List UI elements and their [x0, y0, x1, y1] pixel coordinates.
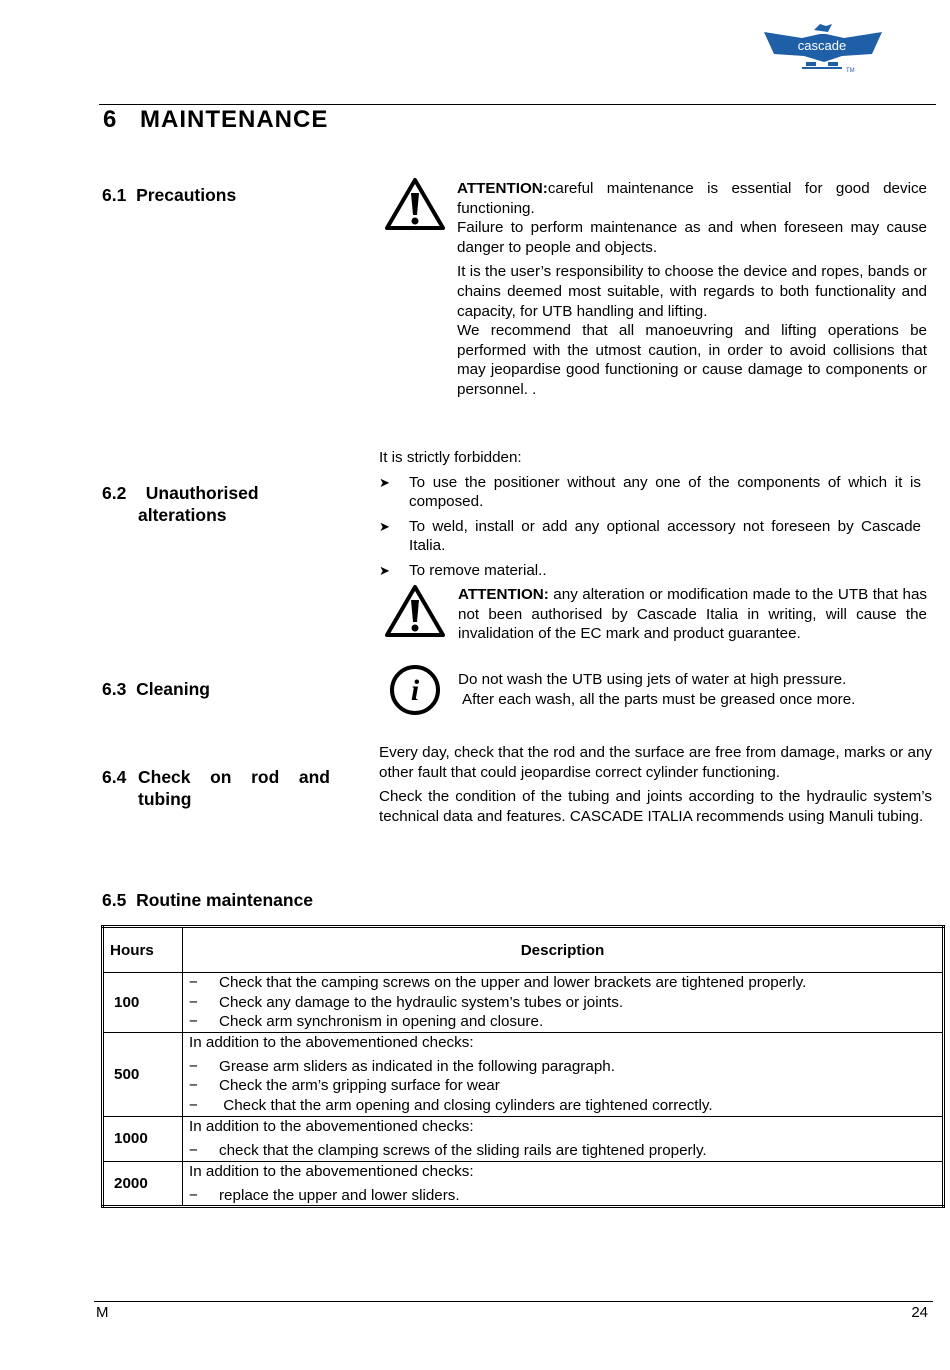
section-title-line1: Unauthorised: [145, 483, 259, 503]
section-title-line2: alterations: [138, 505, 227, 525]
dash-bullet: −: [189, 974, 198, 991]
section-number: 6.4: [102, 767, 127, 787]
dash-bullet: −: [189, 1186, 198, 1204]
cascade-logo: [762, 22, 884, 74]
warning-triangle-icon: [384, 584, 446, 638]
row-intro: In addition to the abovementioned checks:: [189, 1033, 474, 1051]
section-title-precautions: [102, 184, 236, 206]
section-title-cleaning: [102, 678, 210, 700]
description-cell: [183, 973, 944, 1033]
dash-bullet: −: [189, 1077, 198, 1095]
attention-text: careful maintenance is essential for good device functioning.: [457, 180, 927, 217]
item-text: Check that the camping screws on the upper and lower brackets are tightened properly.: [219, 974, 807, 991]
bullet-text: [409, 473, 921, 512]
list-item: [189, 1096, 942, 1116]
table-row: [103, 1032, 944, 1116]
item-text: Check arm synchronism in opening and closure.: [219, 1013, 544, 1030]
chapter-title-text: MAINTENANCE: [140, 106, 329, 133]
precautions-para3: We recommend that all manoeuvring and lifting operations be performed with the utmost caution, in order to avoid collisions that may jeopardise good functioning or cause damage to components or personnel. .: [457, 322, 927, 398]
precautions-para2: It is the user’s responsibility to choose the device and ropes, bands or chains deemed most suitable, with regards to both functionality and capacity, for UTB handling and lifting.: [457, 263, 927, 320]
item-text: Check the arm’s gripping surface for wear: [219, 1077, 500, 1095]
cleaning-text: [458, 670, 928, 709]
attention-label: ATTENTION:: [457, 180, 548, 197]
dash-bullet: −: [189, 1013, 198, 1030]
check-para2: Check the condition of the tubing and joints according to the hydraulic system’s technical data and features. CASCADE ITALIA recommends using Manuli tubing.: [379, 788, 932, 825]
list-item: [189, 993, 942, 1013]
section-title-unauthorised: [102, 482, 259, 526]
hours-cell: 2000: [103, 1161, 183, 1207]
description-cell: [183, 1116, 944, 1161]
list-item: [189, 1012, 942, 1032]
section-title-text: Cleaning: [136, 679, 210, 699]
item-text: Check that the arm opening and closing cylinders are tightened correctly.: [219, 1096, 713, 1114]
attention-label: ATTENTION:: [458, 586, 549, 603]
section-title-line1: Check on rod and: [138, 767, 330, 787]
section-number: 6.2: [102, 483, 127, 503]
logo-tm: TM: [846, 68, 855, 74]
header-rule: [99, 104, 936, 105]
row-intro: In addition to the abovementioned checks:: [189, 1117, 474, 1135]
arrow-bullet-icon: ➤: [379, 518, 390, 534]
section-title-line2: tubing: [138, 789, 192, 809]
description-cell: [183, 1161, 944, 1207]
cleaning-line2: After each wash, all the parts must be greased once more.: [462, 690, 856, 708]
forbidden-intro: It is strictly forbidden:: [379, 449, 522, 466]
hours-cell: 1000: [103, 1116, 183, 1161]
list-item: [189, 1076, 942, 1096]
item-text: replace the upper and lower sliders.: [219, 1186, 460, 1204]
check-para1: Every day, check that the rod and the surface are free from damage, marks or any other fault that could jeopardise correct cylinder functioning.: [379, 744, 932, 781]
column-header-description: Description: [183, 927, 944, 973]
attention-text: any alteration or modification made to the UTB that has not been authorised by Cascade Italia in writing, will cause the invalidation of the EC mark and product guarantee.: [458, 586, 927, 643]
list-item: [189, 973, 942, 993]
table-row: [103, 1161, 944, 1207]
check-text: [379, 743, 932, 826]
column-header-hours: Hours: [103, 927, 183, 973]
maintenance-table: [101, 925, 945, 1208]
hours-cell: 100: [103, 973, 183, 1033]
dash-bullet: −: [189, 993, 198, 1011]
footer-rule: [94, 1301, 933, 1302]
section-number: 6.5: [102, 890, 127, 910]
logo-text: cascade: [797, 38, 847, 53]
dash-bullet: −: [189, 1141, 198, 1159]
row-intro: In addition to the abovementioned checks:: [189, 1162, 474, 1180]
table-row: [103, 1116, 944, 1161]
info-circle-icon: [389, 664, 441, 716]
item-text: check that the clamping screws of the sliding rails are tightened properly.: [219, 1141, 707, 1159]
unauthorised-attention: [458, 585, 927, 644]
arrow-bullet-icon: ➤: [379, 562, 390, 578]
description-cell: [183, 1032, 944, 1116]
section-title-routine: [102, 889, 313, 911]
bullet-text-0: To use the positioner without any one of the components of which it is composed.: [409, 473, 921, 511]
bullet-text-1: To weld, install or add any optional accessory not foreseen by Cascade Italia.: [409, 517, 921, 555]
section-number: 6.3: [102, 679, 127, 699]
bullet-text-2: To remove material..: [409, 561, 547, 579]
list-item: [379, 517, 921, 556]
list-item: [379, 561, 921, 581]
dash-bullet: −: [189, 1096, 198, 1114]
list-item: [189, 1186, 942, 1206]
item-text: Check any damage to the hydraulic system’s tubes or joints.: [219, 993, 624, 1011]
list-item: [189, 1057, 942, 1077]
item-text: Grease arm sliders as indicated in the following paragraph.: [219, 1057, 615, 1075]
list-item: [379, 473, 921, 512]
chapter-number: 6: [103, 106, 118, 133]
unauthorised-text: [379, 448, 921, 581]
hours-cell: 500: [103, 1032, 183, 1116]
dash-bullet: −: [189, 1057, 198, 1075]
precautions-para1: Failure to perform maintenance as and when foreseen may cause danger to people and objects.: [457, 219, 927, 256]
chapter-title: [103, 106, 328, 134]
table-header-row: [103, 927, 944, 973]
section-title-text: Routine maintenance: [136, 890, 314, 910]
list-item: [189, 1141, 942, 1161]
cleaning-line1: Do not wash the UTB using jets of water at high pressure.: [458, 671, 847, 688]
svg-text:i: i: [410, 674, 420, 707]
warning-triangle-icon: [384, 177, 446, 231]
section-number: 6.1: [102, 185, 127, 205]
arrow-bullet-icon: ➤: [379, 474, 390, 490]
page-number: 24: [911, 1304, 928, 1321]
section-title-text: Precautions: [136, 185, 237, 205]
table-row: [103, 973, 944, 1033]
footer-left: M: [96, 1304, 109, 1321]
bullet-text: [409, 517, 921, 556]
section-title-check: [102, 766, 330, 810]
precautions-text: [457, 179, 927, 400]
